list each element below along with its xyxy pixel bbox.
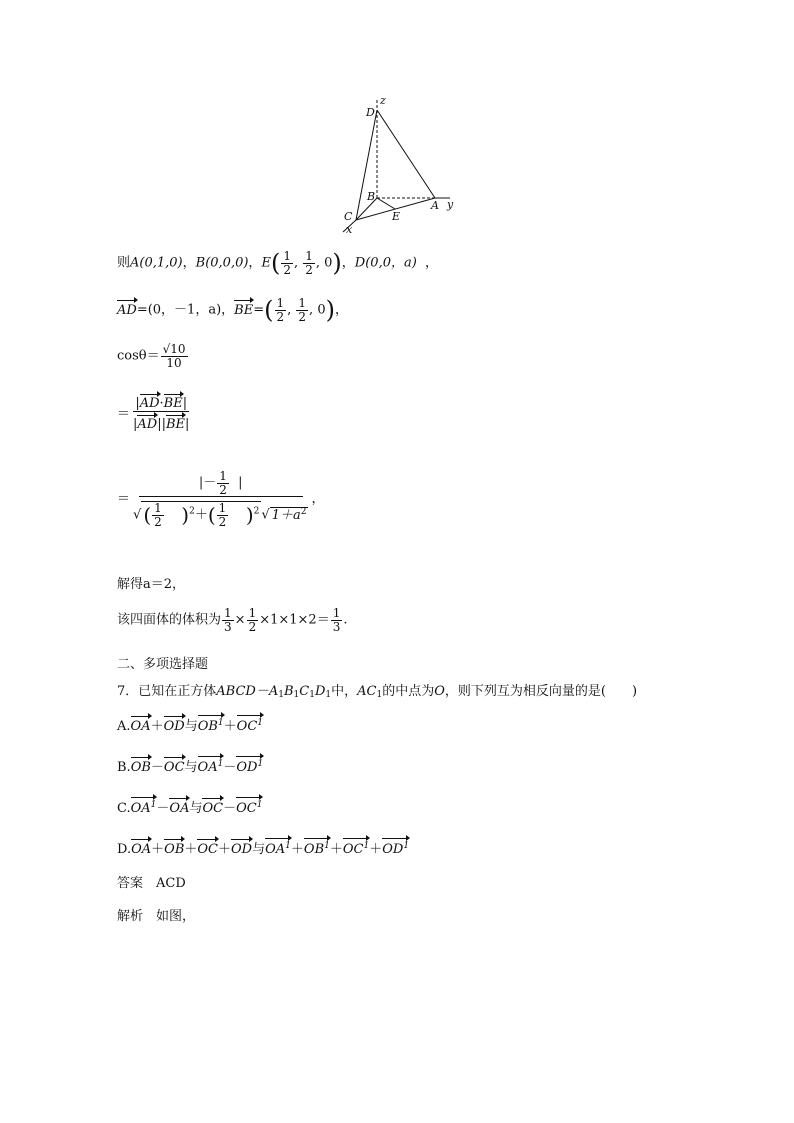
analysis-line: 解析 如图，	[117, 909, 196, 924]
dot-ratio: ＝ $\frac{|AD\cdot BE|}{|AD||BE|}$	[117, 396, 190, 432]
option-A: A.OA＋OD与$OB^1+OC^1$	[117, 718, 264, 734]
cos-lhs: cosθ＝	[117, 348, 160, 364]
section-heading: 二、多项选择题	[117, 657, 209, 672]
vec-AD-value: =(0，－1，a)	[136, 302, 222, 318]
label-D: D	[366, 106, 375, 119]
frac-half: $\frac{1}{2}$	[305, 249, 313, 277]
coords-A: A(0,1,0)	[130, 255, 183, 271]
label-z: z	[380, 94, 386, 107]
volume-line: 该四面体的体积为 $\frac{1}{3}$ × $\frac{1}{2}$ ×1×1×2＝ $\frac{1}{3}$ .	[117, 606, 348, 634]
label-y: y	[447, 198, 454, 211]
big-fraction: ＝ |－ $\frac{1}{2}$ | √ ( $\frac{1}{2}$ )$^2$＋( $\frac{1}{2}$ )$^2$ √ $1+a^2$ ，	[117, 469, 325, 529]
edge-DA	[377, 110, 435, 198]
vectors-line: AD=(0，－1，a)，BE=( $\frac{1}{2}$ , $\frac{1}{2}$ , 0)，	[117, 296, 348, 325]
coords-prefix: 则	[117, 255, 131, 271]
frac-sqrt10-over-10: $\frac{√10}{10}$	[162, 342, 186, 370]
vec-AD: AD	[117, 302, 137, 318]
option-B: B.OB－OC与$OA^1-OD^1$	[117, 759, 264, 775]
coords-B: B(0,0,0)	[195, 255, 249, 271]
label-E: E	[392, 210, 401, 223]
label-x: x	[346, 223, 353, 236]
option-D: D.OA＋OB＋OC＋OD与$OA^1+OB^1+OC^1+OD^1$	[117, 841, 410, 857]
question-stem: 7．已知在正方体$ABCD-A_1B_1C_1D_1$中，$AC_1$的中点为O，则下列互为相反向量的是( )	[117, 684, 638, 700]
solve-line: 解得a＝2，	[117, 577, 186, 592]
cos-line	[117, 343, 189, 369]
label-C: C	[344, 210, 353, 223]
vec-BE: BE	[234, 302, 254, 318]
tetrahedron-figure	[330, 90, 470, 240]
edge-BE	[377, 198, 395, 209]
frac-half: $\frac{1}{2}$	[283, 249, 291, 277]
coords-D: D(0,0，a)	[354, 255, 417, 271]
coords-E: E	[261, 255, 271, 271]
option-C: $C.OA^1-OA$与$OC-OC^1$	[117, 800, 263, 816]
label-B: B	[367, 190, 376, 203]
coords-line: 则A(0,1,0)，B(0,0,0)，E( $\frac{1}{2}$ , $\frac{1}{2}$ , 0)，D(0,0，a) ，	[117, 249, 439, 278]
label-A: A	[431, 199, 439, 212]
answer-line: 答案 ACD	[117, 876, 186, 891]
edge-DC	[356, 110, 377, 220]
